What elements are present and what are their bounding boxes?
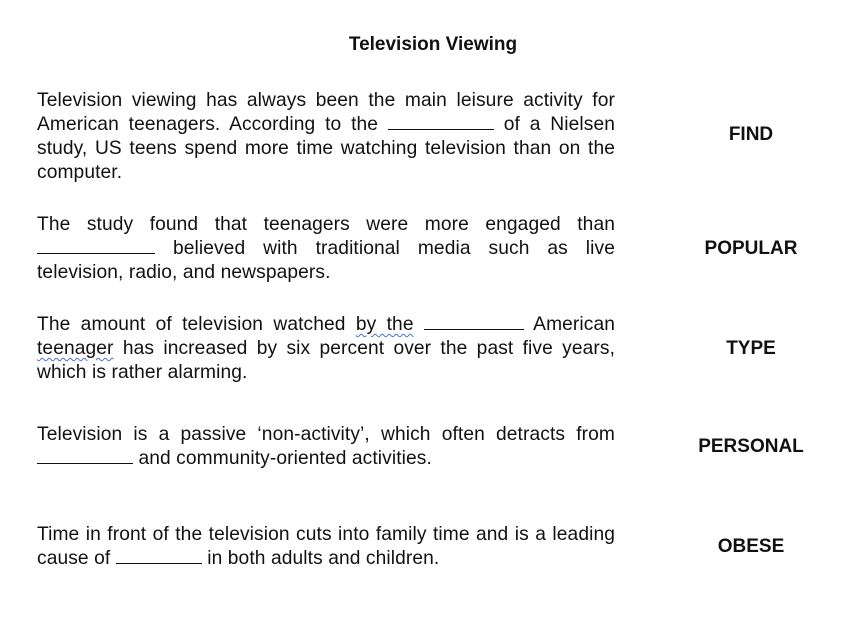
grammar-flagged-text: by the xyxy=(355,314,414,335)
exercise-item-4 xyxy=(37,408,837,486)
exercise-sentence: Time in front of the television cuts into family time and is a leading cause of in both adults and children. xyxy=(37,524,615,569)
answer-blank[interactable] xyxy=(116,547,202,564)
exercise-sentence: Television is a passive ‘non-activity’, which often detracts from and community-oriented activities. xyxy=(37,424,615,469)
grammar-flagged-text: teenager xyxy=(37,338,114,359)
exercise-item-1 xyxy=(37,86,837,188)
exercise-item-3 xyxy=(37,310,837,388)
exercise-item-5 xyxy=(37,508,837,586)
exercise-item-2 xyxy=(37,210,837,288)
exercise-sentence: The amount of television watched by the American teenager has increased by six percent over the past five years, which is rather alarming. xyxy=(37,314,616,383)
answer-blank[interactable] xyxy=(37,237,155,254)
keyword-label: TYPE xyxy=(726,338,776,359)
title-text: Television Viewing xyxy=(348,34,518,55)
keyword-label: OBESE xyxy=(717,536,785,557)
exercise-sentence: Television viewing has always been the main leisure activity for American teenagers. According to the of a Nielsen study, US teens spend more time watching television than on the computer. xyxy=(37,90,615,183)
keyword-label: FIND xyxy=(728,124,774,145)
answer-blank[interactable] xyxy=(388,113,494,130)
answer-blank[interactable] xyxy=(424,313,524,330)
worksheet-title xyxy=(0,34,864,56)
keyword-label: POPULAR xyxy=(704,238,798,259)
keyword-label: PERSONAL xyxy=(698,436,804,457)
answer-blank[interactable] xyxy=(37,447,133,464)
exercise-sentence: The study found that teenagers were more engaged than believed with traditional media such as live television, radio, and newspapers. xyxy=(37,214,615,283)
